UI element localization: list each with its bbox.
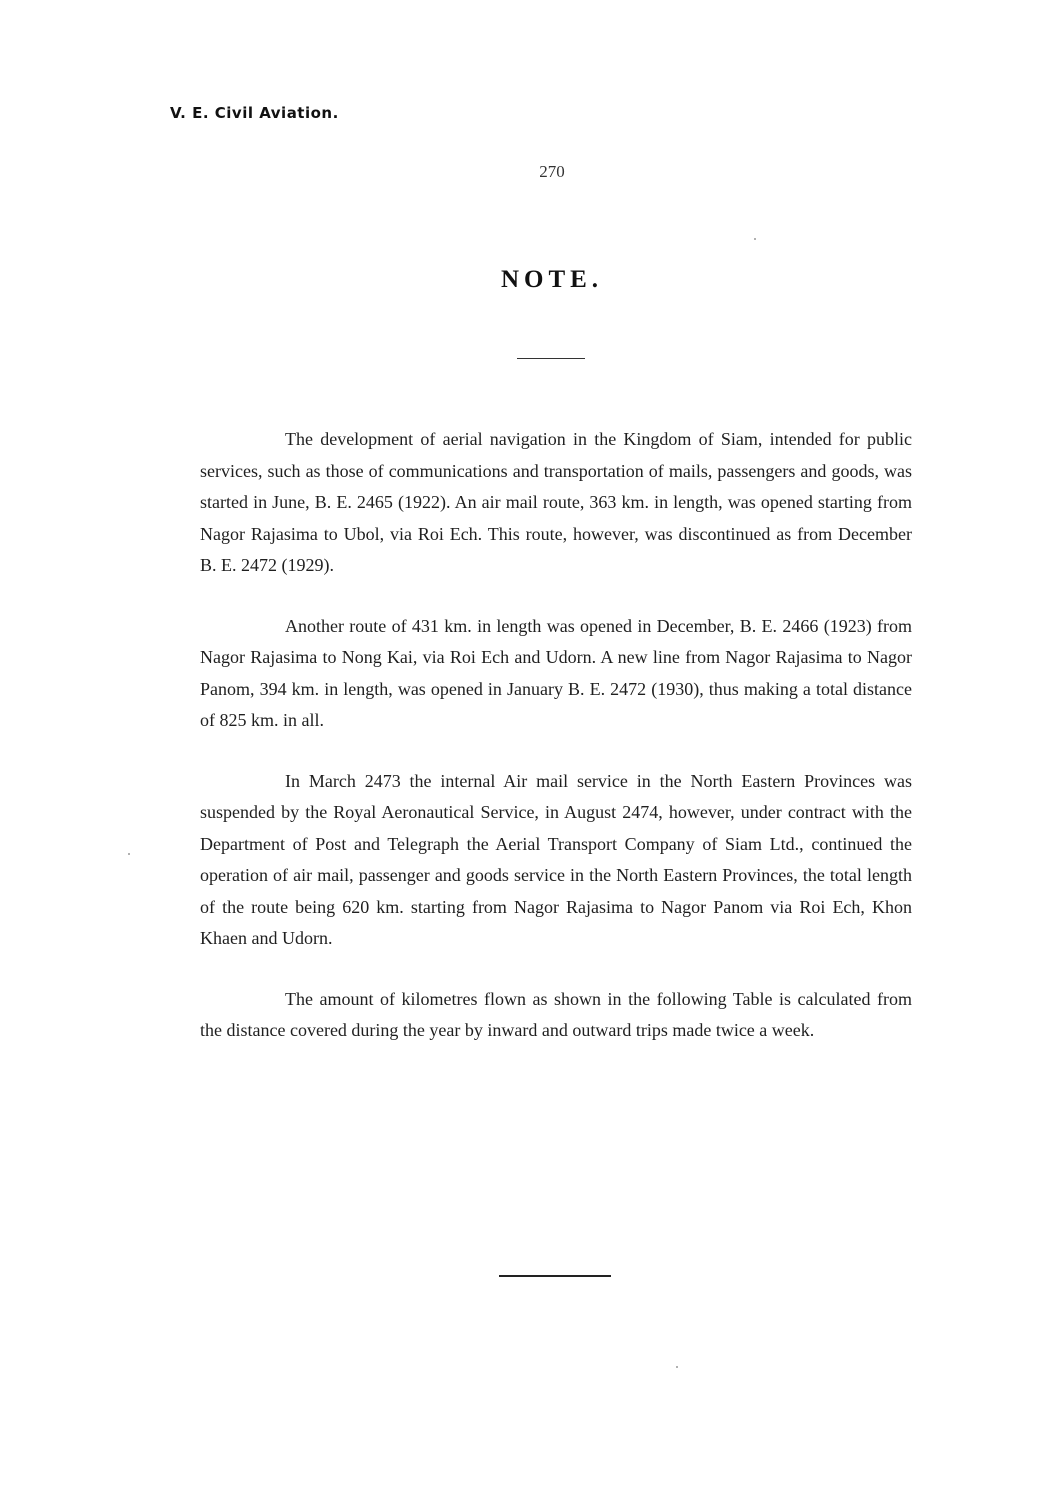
paragraph-development: The development of aerial navigation in the Kingdom of Siam, intended for public services, such as those of communications and transportation of mails, passengers and goods, was started in June, B. E. 2465 (1922). An air mail route, 363 km. in length, was opened starting from Nagor Rajasima to Ubol, via Roi Ech. This route, however, was discontinued as from December B. E. 2472 (1929). [200,429,912,575]
scan-speck [754,238,756,240]
section-header: V. E. Civil Aviation. [170,104,339,122]
note-body [200,424,912,1076]
paragraph-kilometres: The amount of kilometres flown as shown in the following Table is calculated from the distance covered during the year by inward and outward trips made twice a week. [200,988,912,1040]
end-divider [499,1275,611,1277]
page-number: 270 [539,162,565,181]
page-title: NOTE. [500,266,604,293]
paragraph-suspension: In March 2473 the internal Air mail service in the North Eastern Provinces was suspended by the Royal Aeronautical Service, in August 2474, however, under contract with the Department of Post and Telegraph the Aerial Transport Company of Siam Ltd., continued the operation of air mail, passenger and goods service in the North Eastern Provinces, the total length of the route being 620 km. starting from Nagor Rajasima to Nagor Panom via Roi Ech, Khon Khaen and Udorn. [200,770,912,948]
scan-speck [128,853,130,855]
paragraph-another-route: Another route of 431 km. in length was opened in December, B. E. 2466 (1923) from Nagor Rajasima to Nong Kai, via Roi Ech and Udorn. A new line from Nagor Rajasima to Nagor Panom, 394 km. in length, was opened in January B. E. 2472 (1930), thus making a total distance of 825 km. in all. [200,615,912,730]
title-divider [517,358,585,359]
scan-speck [676,1366,678,1368]
